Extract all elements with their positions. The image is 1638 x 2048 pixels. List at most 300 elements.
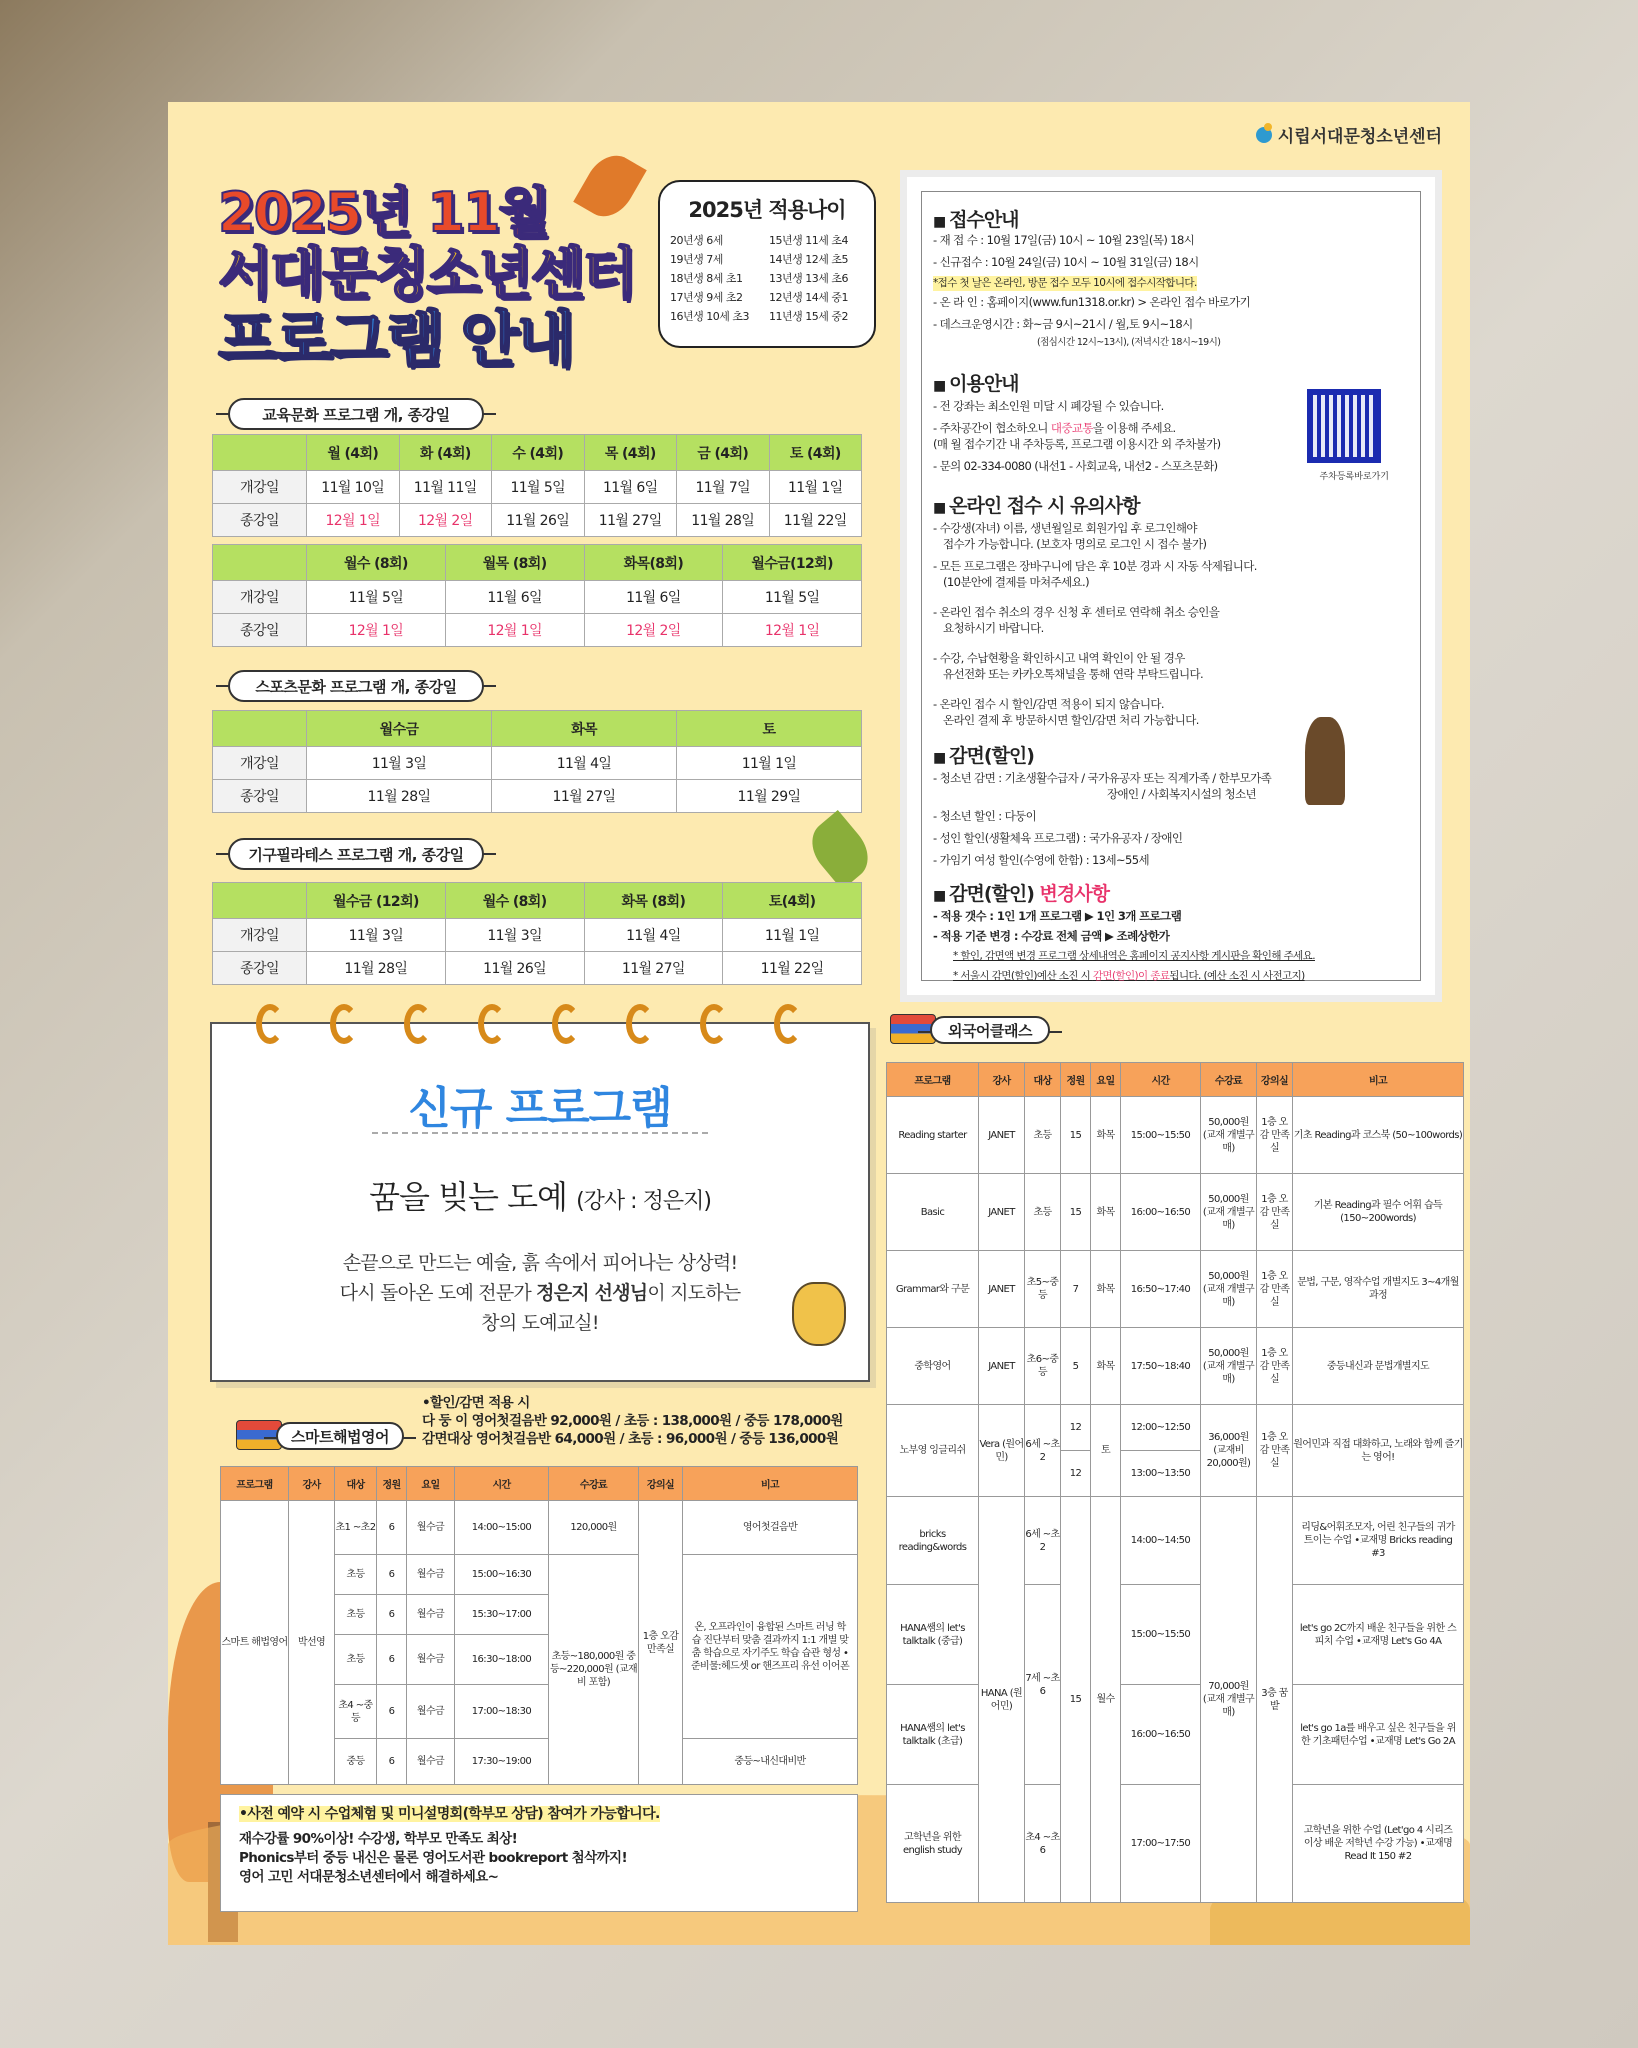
ring-icon [256, 1004, 284, 1044]
table-cell: 토 [1091, 1405, 1121, 1497]
table-cell: 11월 27일 [584, 504, 677, 537]
table-cell: 중등~내신대비반 [683, 1739, 858, 1785]
table-cell: let's go 1a를 배우고 싶은 친구들을 위한 기초패턴수업 •교재명 Let's Go 2A [1293, 1685, 1464, 1785]
table-header: 대상 [1025, 1063, 1061, 1097]
table-row [887, 1251, 1464, 1328]
table-cell: 11월 6일 [584, 471, 677, 504]
qr-code[interactable] [1307, 389, 1381, 463]
ring-icon [774, 1004, 802, 1044]
table-row [213, 614, 862, 647]
table-cell: 11월 3일 [307, 919, 446, 952]
table-cell: 12월 2일 [399, 504, 492, 537]
discount-line: - 청소년 할인 : 다둥이 [933, 809, 1037, 823]
table-row [887, 1174, 1464, 1251]
table-cell: 15:00~15:50 [1121, 1585, 1201, 1685]
change-heading-red: 변경사항 [1039, 883, 1109, 905]
row-label: 개강일 [213, 471, 307, 504]
row-label: 종강일 [213, 952, 307, 985]
age-item: 12년생 14세 중1 [769, 291, 848, 304]
table-cell: 15 [1061, 1497, 1091, 1903]
row-label: 개강일 [213, 919, 307, 952]
table-cell: 7 [1061, 1251, 1091, 1328]
program-desc: 창의 도예교실! [481, 1312, 599, 1334]
table-row [213, 435, 862, 471]
age-item: 13년생 13세 초6 [769, 272, 848, 285]
program-desc: 손끝으로 만드는 예술, 흙 속에서 피어나는 상상력! [342, 1252, 738, 1274]
table-row [887, 1685, 1464, 1785]
table-cell: 12월 1일 [445, 614, 584, 647]
online-line: - 온라인 접수 시 할인/감면 적용이 되지 않습니다. [933, 697, 1164, 711]
title-line2: 서대문청소년센터 [218, 242, 635, 307]
reg-line: - 신규접수 : 10월 24일(금) 10시 ~ 10월 31일(금) 18시 [933, 255, 1199, 269]
table-cell: 6 [377, 1501, 407, 1555]
promo-line: Phonics부터 중등 내신은 물론 영어도서관 bookreport 첨삭까지! [239, 1850, 628, 1866]
online-line: 유선전화 또는 카카오톡채널을 통해 연락 부탁드립니다. [943, 667, 1204, 681]
table-cell: 3층 꿈밭 [1257, 1497, 1293, 1903]
table-cell: 11월 28일 [677, 504, 770, 537]
table-row [887, 1097, 1464, 1174]
change-line: - 적용 갯수 : 1인 1개 프로그램 ▶ 1인 3개 프로그램 [933, 909, 1182, 923]
table-cell: 영어첫걸음반 [683, 1501, 858, 1555]
table-header: 수 (4회) [492, 435, 585, 471]
table-cell: 12 [1061, 1451, 1091, 1497]
table-cell: 초6~중등 [1025, 1328, 1061, 1405]
table-header: 화목 (8회) [584, 883, 723, 919]
pilates-table [212, 882, 862, 985]
table-cell: 14:00~14:50 [1121, 1497, 1201, 1585]
use-heading: ■ 이용안내 [933, 369, 1019, 396]
pilates-section-label: 기구필라테스 프로그램 개, 종강일 [228, 838, 484, 870]
table-header: 월수금 (12회) [307, 883, 446, 919]
discount-heading: ■ 감면(할인) [933, 741, 1034, 768]
title-line3: 프로그램 안내 [218, 305, 573, 375]
table-cell: 11월 26일 [492, 504, 585, 537]
table-cell: 5 [1061, 1328, 1091, 1405]
use-line: - 전 강좌는 최소인원 미달 시 폐강될 수 있습니다. [933, 399, 1164, 413]
table-cell: 11월 5일 [492, 471, 585, 504]
table-cell: 박선영 [289, 1501, 335, 1785]
table-header: 토 (4회) [769, 435, 862, 471]
table-cell: 1층 오감 만족실 [1257, 1251, 1293, 1328]
reg-notice: *접수 첫 날은 온라인, 방문 접수 모두 10시에 접수시작합니다. [933, 277, 1197, 289]
table-cell: JANET [979, 1174, 1025, 1251]
table-row [213, 747, 862, 780]
table-cell: 화목 [1091, 1097, 1121, 1174]
online-line: - 수강생(자녀) 이름, 생년월일로 회원가입 후 로그인해야 [933, 521, 1197, 535]
table-cell: 온, 오프라인이 융합된 스마트 러닝 학습 진단부터 맞춤 결과까지 1:1 개별 맞춤 학습으로 자기주도 학습 습관 형성 •준비물:헤드셋 or 핸즈프리 유선 이어폰 [683, 1555, 858, 1739]
table-cell: 7세 ~초6 [1025, 1585, 1061, 1785]
table-header: 요일 [407, 1467, 455, 1501]
table-cell: 11월 1일 [723, 919, 862, 952]
table-cell: 6 [377, 1635, 407, 1685]
table-cell: 문법, 구문, 영작수업 개별지도 3~4개월 과정 [1293, 1251, 1464, 1328]
row-label: 종강일 [213, 614, 307, 647]
table-cell: 11월 4일 [584, 919, 723, 952]
age-item: 19년생 7세 [670, 253, 723, 266]
table-header: 시간 [455, 1467, 549, 1501]
table-cell: 노부영 잉글리쉬 [887, 1405, 979, 1497]
table-cell: 12월 1일 [307, 504, 400, 537]
table-cell: 월수금 [407, 1501, 455, 1555]
table-header: 금 (4회) [677, 435, 770, 471]
table-cell: 6 [377, 1595, 407, 1635]
table-cell: HANA쌤의 let's talktalk (초급) [887, 1685, 979, 1785]
table-cell: 36,000원 (교재비 20,000원) [1201, 1405, 1257, 1497]
table-cell: 13:00~13:50 [1121, 1451, 1201, 1497]
table-row [887, 1405, 1464, 1451]
age-item: 16년생 10세 초3 [670, 310, 749, 323]
table-cell: 초등 [335, 1555, 377, 1595]
table-row [213, 581, 862, 614]
table-cell: 11월 10일 [307, 471, 400, 504]
table-cell: 원어민과 직접 대화하고, 노래와 함께 즐기는 영어! [1293, 1405, 1464, 1497]
table-cell: JANET [979, 1251, 1025, 1328]
table-cell: 11월 29일 [677, 780, 862, 813]
table-cell: 1층 오감 만족실 [1257, 1328, 1293, 1405]
table-cell: 화목 [1091, 1174, 1121, 1251]
promo-line: 영어 고민 서대문청소년센터에서 해결하세요~ [239, 1869, 499, 1885]
maple-leaf-icon [573, 146, 647, 225]
table-cell: 고학년을 위한 수업 (Let'go 4 시리즈 이상 배운 저학년 수강 가능) •교재명 Read It 150 #2 [1293, 1785, 1464, 1903]
table-row [221, 1467, 858, 1501]
divider [372, 1132, 708, 1134]
table-cell: 17:30~19:00 [455, 1739, 549, 1785]
table-header: 강사 [289, 1467, 335, 1501]
use-line: 을 이용해 주세요. [1092, 421, 1176, 435]
discount-line: - 청소년 감면 : 기초생활수급자 / 국가유공자 또는 직계가족 / 한부모가족 [933, 771, 1272, 785]
edu-table-1 [212, 434, 862, 537]
table-cell: 11월 22일 [769, 504, 862, 537]
table-header: 요일 [1091, 1063, 1121, 1097]
program-teacher: (강사 : 정은지) [576, 1189, 711, 1214]
table-cell: 11월 6일 [584, 581, 723, 614]
online-line: 접수가 가능합니다. (보호자 명의로 로그인 시 접수 불가) [943, 537, 1207, 551]
change-note-red: 감면(할인)이 종료 [1092, 970, 1170, 982]
org-name: 시립서대문청소년센터 [1277, 127, 1442, 146]
table-cell: Basic [887, 1174, 979, 1251]
reg-line: - 데스크운영시간 : 화~금 9시~21시 / 월,토 9시~18시 [933, 317, 1193, 331]
age-item: 11년생 15세 중2 [769, 310, 848, 323]
table-cell: 초등~180,000원 중등~220,000원 (교재비 포함) [549, 1555, 639, 1785]
row-label: 종강일 [213, 504, 307, 537]
table-cell: 12 [1061, 1405, 1091, 1451]
table-header [213, 545, 307, 581]
table-header: 비고 [1293, 1063, 1464, 1097]
table-header: 프로그램 [887, 1063, 979, 1097]
table-cell: 초등 [335, 1635, 377, 1685]
table-cell: 고학년을 위한 english study [887, 1785, 979, 1903]
table-cell: 6 [377, 1685, 407, 1739]
edu-table-2 [212, 544, 862, 647]
table-cell: 50,000원 (교재 개별구매) [1201, 1328, 1257, 1405]
table-cell: 50,000원 (교재 개별구매) [1201, 1251, 1257, 1328]
table-row [213, 545, 862, 581]
table-cell: 1층 오감 만족실 [1257, 1097, 1293, 1174]
online-line: 요청하시기 바랍니다. [943, 621, 1044, 635]
table-cell: 15:30~17:00 [455, 1595, 549, 1635]
table-row [213, 504, 862, 537]
table-cell: 리딩&어휘조모자, 어린 친구들의 귀가 트이는 수업 •교재명 Bricks reading #3 [1293, 1497, 1464, 1585]
table-cell: 17:00~18:30 [455, 1685, 549, 1739]
promo-headline: •사전 예약 시 수업체험 및 미니설명회(학부모 상담) 참여가 가능합니다. [239, 1806, 660, 1822]
ring-icon [404, 1004, 432, 1044]
table-cell: 중학영어 [887, 1328, 979, 1405]
ring-icon [478, 1004, 506, 1044]
program-teacher-highlight: 정은지 선생님 [536, 1282, 648, 1304]
table-header: 비고 [683, 1467, 858, 1501]
table-header: 수강료 [1201, 1063, 1257, 1097]
table-cell: HANA (원어민) [979, 1497, 1025, 1903]
table-cell: 12월 1일 [723, 614, 862, 647]
table-cell: 11월 5일 [307, 581, 446, 614]
row-label: 개강일 [213, 581, 307, 614]
table-row [887, 1063, 1464, 1097]
smart-english-promo [220, 1794, 858, 1912]
change-line: - 적용 기준 변경 : 수강료 전체 금액 ▶ 조례상한가 [933, 929, 1170, 943]
table-cell: 15 [1061, 1097, 1091, 1174]
table-row [887, 1497, 1464, 1585]
table-cell: 120,000원 [549, 1501, 639, 1555]
online-line: - 온라인 접수 취소의 경우 신청 후 센터로 연락해 취소 승인을 [933, 605, 1220, 619]
table-cell: 6세 ~초2 [1025, 1497, 1061, 1585]
table-cell: 초4 ~중등 [335, 1685, 377, 1739]
age-item: 15년생 11세 초4 [769, 234, 848, 247]
table-cell: 11월 28일 [307, 780, 492, 813]
kid-illustration [1305, 717, 1345, 805]
table-cell: 12월 2일 [584, 614, 723, 647]
row-label: 종강일 [213, 780, 307, 813]
table-cell: Reading starter [887, 1097, 979, 1174]
table-cell: 1층 오감 만족실 [1257, 1174, 1293, 1251]
table-header [213, 711, 307, 747]
table-cell: Grammar와 구문 [887, 1251, 979, 1328]
table-cell: 16:00~16:50 [1121, 1685, 1201, 1785]
table-row [213, 952, 862, 985]
table-row [213, 711, 862, 747]
table-header: 정원 [1061, 1063, 1091, 1097]
new-program-card [210, 1022, 870, 1382]
table-cell: 기본 Reading과 필수 어휘 습득 (150~200words) [1293, 1174, 1464, 1251]
table-cell: let's go 2C까지 배운 친구들을 위한 스피치 수업 •교재명 Let's Go 4A [1293, 1585, 1464, 1685]
table-row [887, 1585, 1464, 1685]
discount-line: - 성인 할인(생활체육 프로그램) : 국가유공자 / 장애인 [933, 831, 1183, 845]
table-cell: 월수금 [407, 1635, 455, 1685]
table-cell: 16:30~18:00 [455, 1635, 549, 1685]
table-cell: 11월 11일 [399, 471, 492, 504]
age-item: 20년생 6세 [670, 234, 723, 247]
table-cell: 16:00~16:50 [1121, 1174, 1201, 1251]
table-cell: 초5~중등 [1025, 1251, 1061, 1328]
qr-label: 주차등록바로가기 [1319, 472, 1389, 482]
online-line: - 수강, 수납현황을 확인하시고 내역 확인이 안 될 경우 [933, 651, 1185, 665]
poster [168, 102, 1470, 1945]
table-cell: 화목 [1091, 1328, 1121, 1405]
use-line: (매 월 접수기간 내 주차등록, 프로그램 이용시간 외 주차불가) [933, 437, 1221, 451]
table-cell: 11월 6일 [445, 581, 584, 614]
table-cell: 11월 26일 [445, 952, 584, 985]
table-header: 월목 (8회) [445, 545, 584, 581]
use-line: - 문의 02-334-0080 (내선1 - 사회교육, 내선2 - 스포츠문화) [933, 459, 1218, 473]
table-cell: 월수금 [407, 1595, 455, 1635]
table-header: 프로그램 [221, 1467, 289, 1501]
change-note: * 할인, 감면액 변경 프로그램 상세내역은 홈페이지 공지사항 게시판을 확인해 주세요. [953, 950, 1315, 962]
ring-icon [552, 1004, 580, 1044]
table-cell: JANET [979, 1097, 1025, 1174]
table-cell: 기초 Reading과 코스북 (50~100words) [1293, 1097, 1464, 1174]
table-row [213, 780, 862, 813]
table-cell: 6 [377, 1739, 407, 1785]
table-header: 토(4회) [723, 883, 862, 919]
table-cell: bricks reading&words [887, 1497, 979, 1585]
table-cell: 11월 27일 [584, 952, 723, 985]
foreign-class-label: 외국어클래스 [930, 1016, 1050, 1044]
price-note-line: •할인/감면 적용 시 [422, 1395, 530, 1411]
table-cell: 70,000원 (교재 개별구매) [1201, 1497, 1257, 1903]
table-cell: 11월 5일 [723, 581, 862, 614]
ring-icon [626, 1004, 654, 1044]
table-row [213, 471, 862, 504]
new-program-title: 신규 프로그램 [408, 1083, 672, 1134]
table-cell: 15:00~16:30 [455, 1555, 549, 1595]
table-cell: 초등 [1025, 1097, 1061, 1174]
table-cell: HANA쌤의 let's talktalk (중급) [887, 1585, 979, 1685]
program-name: 꿈을 빚는 도예 [369, 1178, 567, 1216]
table-header: 강사 [979, 1063, 1025, 1097]
table-cell: 1층 오감 만족실 [639, 1501, 683, 1785]
table-cell: 6세 ~초2 [1025, 1405, 1061, 1497]
table-cell: 12:00~12:50 [1121, 1405, 1201, 1451]
table-cell: 초등 [1025, 1174, 1061, 1251]
table-header: 강의실 [1257, 1063, 1293, 1097]
use-line: - 주차공간이 협소하오니 [933, 421, 1051, 435]
table-header: 토 [677, 711, 862, 747]
table-cell: 화목 [1091, 1251, 1121, 1328]
table-cell: Vera (원어민) [979, 1405, 1025, 1497]
reg-line: - 온 라 인 : 홈페이지(www.fun1318.or.kr) > 온라인 접수 바로가기 [933, 295, 1251, 309]
sports-table [212, 710, 862, 813]
age-list [670, 232, 864, 324]
online-line: (10분안에 결제를 마쳐주세요.) [943, 575, 1089, 589]
table-cell: 11월 3일 [307, 747, 492, 780]
table-header [213, 883, 307, 919]
table-header: 시간 [1121, 1063, 1201, 1097]
info-box [900, 170, 1442, 1002]
table-cell: 11월 1일 [677, 747, 862, 780]
table-header: 월수 (8회) [445, 883, 584, 919]
change-note: 됩니다. (예산 소진 시 사전고지) [1169, 970, 1305, 982]
program-desc: 이 지도하는 [647, 1282, 741, 1304]
promo-line: 재수강률 90%이상! 수강생, 학부모 만족도 최상! [239, 1831, 518, 1847]
age-item: 17년생 9세 초2 [670, 291, 743, 304]
program-desc: 다시 돌아온 도예 전문가 [339, 1282, 537, 1304]
table-cell: 11월 28일 [307, 952, 446, 985]
smart-english-label: 스마트해법영어 [276, 1422, 404, 1450]
table-header: 월수금 [307, 711, 492, 747]
table-cell: 중등 [335, 1739, 377, 1785]
foreign-class-table [886, 1062, 1464, 1903]
table-cell: 스마트 해법영어 [221, 1501, 289, 1785]
sports-section-label: 스포츠문화 프로그램 개, 종강일 [228, 670, 484, 702]
table-cell: 50,000원 (교재 개별구매) [1201, 1174, 1257, 1251]
discount-line: 장애인 / 사회복지시설의 청소년 [1107, 787, 1257, 801]
table-cell: 12월 1일 [307, 614, 446, 647]
table-header: 화목 [492, 711, 677, 747]
table-cell: 중등내신과 문법개별지도 [1293, 1328, 1464, 1405]
table-header: 월 (4회) [307, 435, 400, 471]
table-cell: 11월 27일 [492, 780, 677, 813]
table-row [887, 1328, 1464, 1405]
table-header: 월수 (8회) [307, 545, 446, 581]
table-header: 정원 [377, 1467, 407, 1501]
table-cell: 6 [377, 1555, 407, 1595]
price-note-line: 다 둥 이 영어첫걸음반 92,000원 / 초등 : 138,000원 / 중등 178,000원 [422, 1413, 843, 1429]
table-header: 화 (4회) [399, 435, 492, 471]
table-cell: 11월 1일 [769, 471, 862, 504]
use-highlight: 대중교통 [1050, 421, 1093, 435]
table-row [221, 1501, 858, 1555]
table-cell: 초4 ~초6 [1025, 1785, 1061, 1903]
online-line: - 모든 프로그램은 장바구니에 담은 후 10분 경과 시 자동 삭제됩니다. [933, 559, 1257, 573]
logo-icon [1256, 127, 1272, 143]
smart-english-table [220, 1466, 858, 1785]
table-cell: 15 [1061, 1174, 1091, 1251]
age-item: 18년생 8세 초1 [670, 272, 743, 285]
leaf-icon [801, 810, 879, 890]
table-cell: 11월 7일 [677, 471, 770, 504]
reg-line: (점심시간 12시~13시), (저녁시간 18시~19시) [1037, 337, 1221, 348]
table-cell: 17:50~18:40 [1121, 1328, 1201, 1405]
program-name-line [212, 1172, 868, 1218]
table-cell: 14:00~15:00 [455, 1501, 549, 1555]
age-heading: 2025년 적용나이 [688, 198, 846, 222]
title-line1: 2025년 11월 [218, 181, 549, 244]
table-cell: 초등 [335, 1595, 377, 1635]
table-cell: 월수금 [407, 1555, 455, 1595]
table-cell: 11월 22일 [723, 952, 862, 985]
reg-heading: ■ 접수안내 [933, 205, 1019, 232]
table-cell: 초1 ~초2 [335, 1501, 377, 1555]
table-cell: 11월 3일 [445, 919, 584, 952]
table-cell: 16:50~17:40 [1121, 1251, 1201, 1328]
change-note: * 서울시 감면(할인)예산 소진 시 [953, 970, 1093, 982]
table-cell: 월수 [1091, 1497, 1121, 1903]
table-cell: 월수금 [407, 1739, 455, 1785]
row-label: 개강일 [213, 747, 307, 780]
discount-line: - 가임기 여성 할인(수영에 한함) : 13세~55세 [933, 853, 1149, 867]
age-item: 14년생 12세 초5 [769, 253, 848, 266]
reg-line: - 재 접 수 : 10월 17일(금) 10시 ~ 10월 23일(목) 18시 [933, 233, 1195, 247]
edu-section-label: 교육문화 프로그램 개, 종강일 [228, 398, 484, 430]
table-cell: 1층 오감 만족실 [1257, 1405, 1293, 1497]
table-row [887, 1785, 1464, 1903]
online-heading: ■ 온라인 접수 시 유의사항 [933, 491, 1140, 518]
table-header [213, 435, 307, 471]
table-cell: 11월 4일 [492, 747, 677, 780]
ring-icon [330, 1004, 358, 1044]
table-header: 목 (4회) [584, 435, 677, 471]
table-header: 대상 [335, 1467, 377, 1501]
vase-icon [792, 1282, 846, 1346]
table-cell: 17:00~17:50 [1121, 1785, 1201, 1903]
table-header: 화목(8회) [584, 545, 723, 581]
table-cell: 50,000원 (교재 개별구매) [1201, 1097, 1257, 1174]
table-cell: 15:00~15:50 [1121, 1097, 1201, 1174]
ring-icon [700, 1004, 728, 1044]
table-header: 월수금(12회) [723, 545, 862, 581]
table-cell: JANET [979, 1328, 1025, 1405]
table-row [213, 919, 862, 952]
table-header: 수강료 [549, 1467, 639, 1501]
